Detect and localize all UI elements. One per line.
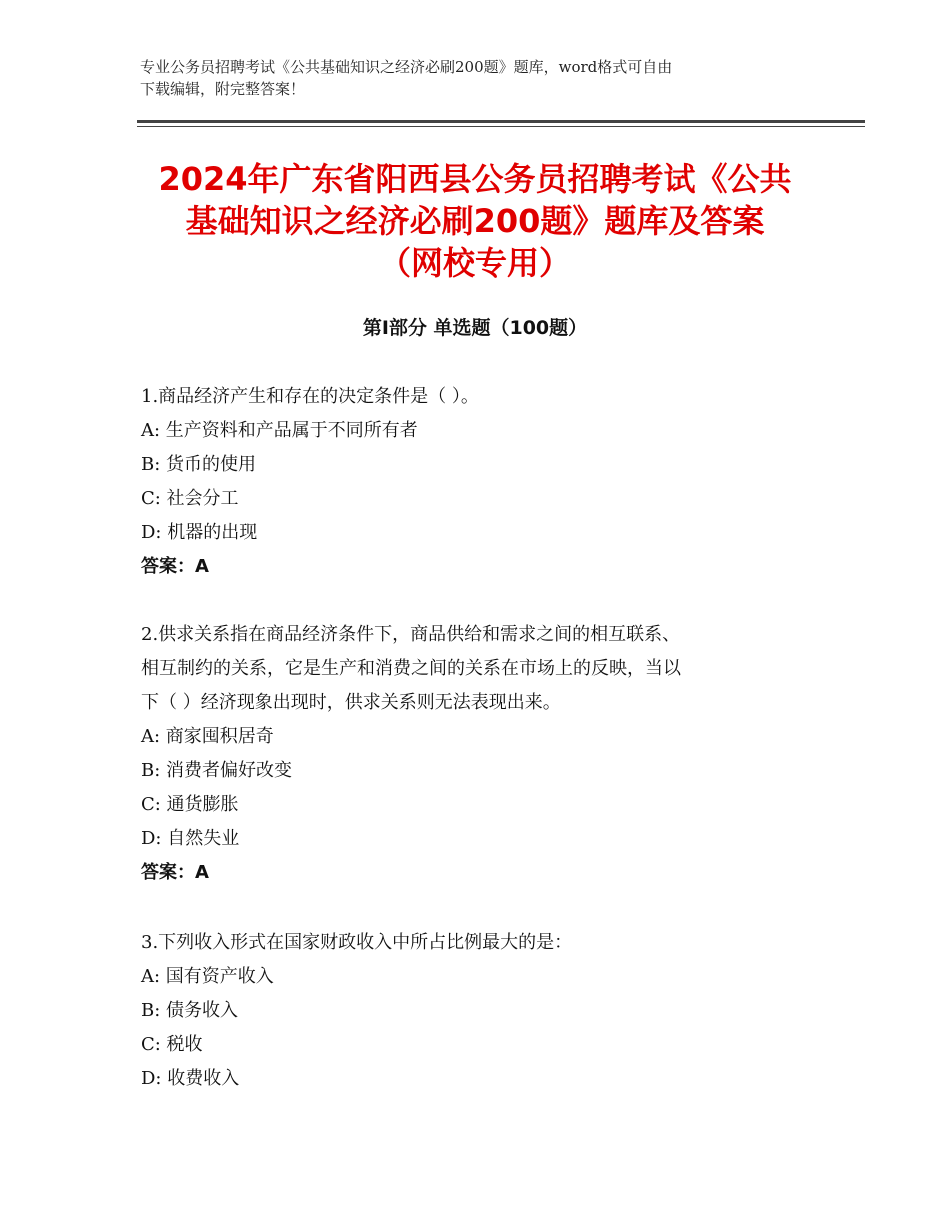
- page-title-line-1: 2024年广东省阳西县公务员招聘考试《公共: [158, 160, 792, 198]
- question-2: [141, 618, 821, 890]
- question-2-option-a: A: 商家囤积居奇: [141, 726, 274, 747]
- question-2-stem-line-2: 相互制约的关系，它是生产和消费之间的关系在市场上的反映，当以: [141, 658, 681, 679]
- question-2-option-b: B: 消费者偏好改变: [141, 760, 293, 781]
- question-2-stem-line-1: 2.供求关系指在商品经济条件下，商品供给和需求之间的相互联系、: [141, 624, 681, 645]
- question-1-stem: 1.商品经济产生和存在的决定条件是（ ）。: [141, 386, 479, 407]
- question-1-answer: 答案：A: [141, 556, 209, 577]
- question-1-option-a: A: 生产资料和产品属于不同所有者: [141, 420, 418, 441]
- question-2-option-d: D: 自然失业: [141, 828, 240, 849]
- question-3-stem: 3.下列收入形式在国家财政收入中所占比例最大的是：: [141, 932, 573, 953]
- question-2-stem-line-3: 下（ ）经济现象出现时，供求关系则无法表现出来。: [141, 692, 561, 713]
- page-title: [100, 158, 850, 284]
- question-3-option-c: C: 税收: [141, 1034, 203, 1055]
- header-note-line-2: 下载编辑，附完整答案！: [140, 80, 306, 98]
- question-3-option-b: B: 债务收入: [141, 1000, 239, 1021]
- header-divider-thick: [137, 120, 865, 123]
- section-heading: 第Ⅰ部分 单选题（100题）: [362, 317, 588, 339]
- question-2-option-c: C: 通货膨胀: [141, 794, 239, 815]
- question-1: [141, 380, 821, 584]
- question-3-option-a: A: 国有资产收入: [141, 966, 274, 987]
- question-1-option-c: C: 社会分工: [141, 488, 239, 509]
- header-note: [140, 56, 820, 100]
- question-3: [141, 926, 821, 1096]
- question-2-answer: 答案：A: [141, 862, 209, 883]
- page-title-line-2: 基础知识之经济必刷200题》题库及答案: [185, 202, 765, 240]
- question-1-option-b: B: 货币的使用: [141, 454, 257, 475]
- question-1-option-d: D: 机器的出现: [141, 522, 258, 543]
- header-note-line-1: 专业公务员招聘考试《公共基础知识之经济必刷200题》题库，word格式可自由: [140, 58, 673, 76]
- question-3-option-d: D: 收费收入: [141, 1068, 240, 1089]
- header-divider-thin: [137, 126, 865, 127]
- page-title-line-3: （网校专用）: [378, 244, 571, 282]
